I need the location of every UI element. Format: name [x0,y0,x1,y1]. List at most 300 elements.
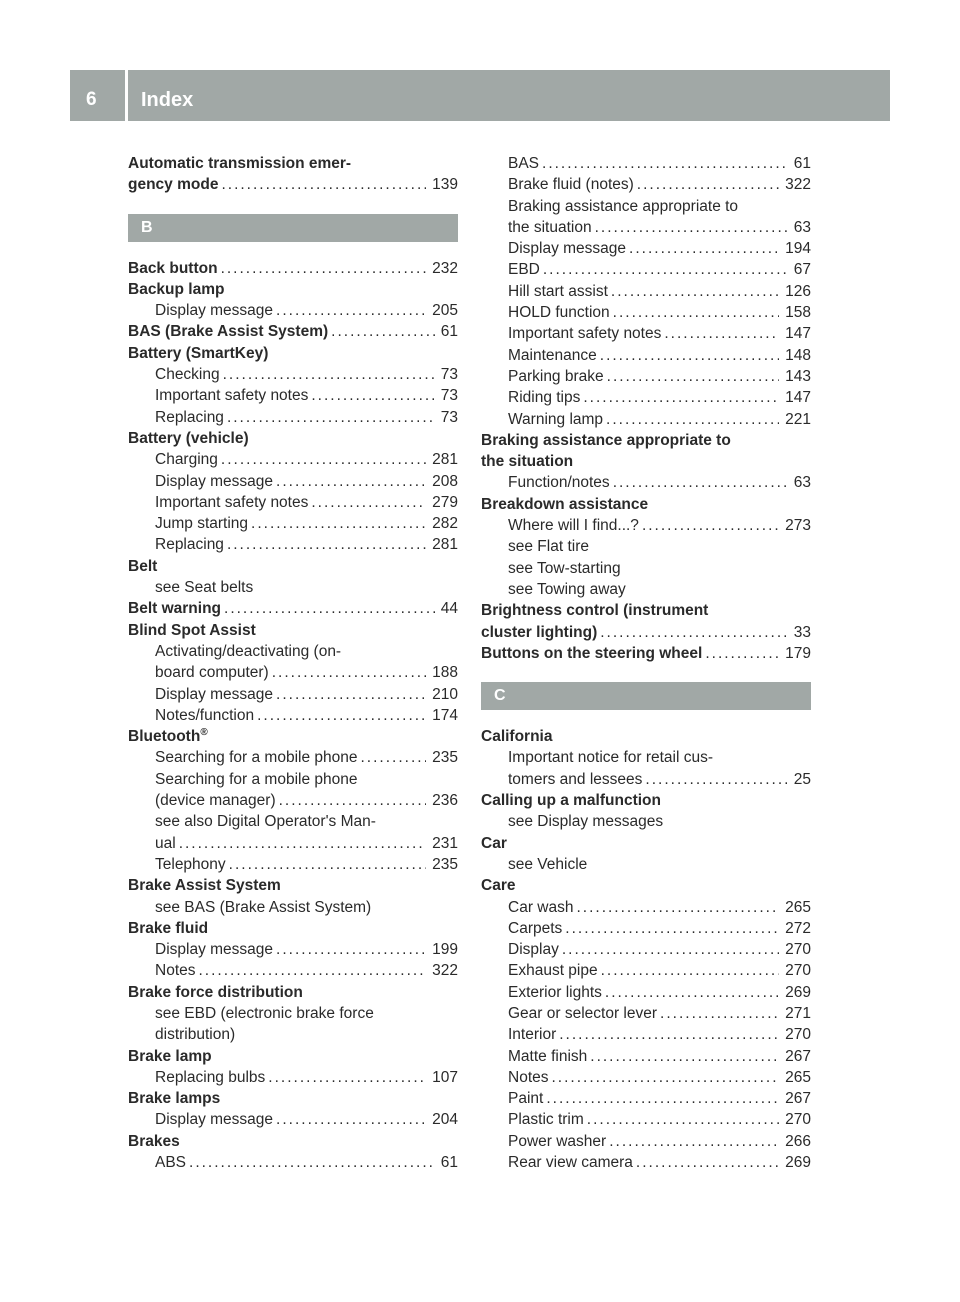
entry-text: Hill start assist [508,282,608,300]
index-subentry [481,1024,811,1045]
entry-label [508,1003,657,1024]
entry-label [128,875,281,896]
entry-text: Replacing [155,408,224,426]
index-entry [128,1046,458,1067]
index-entry [128,321,458,342]
index-subentry [481,515,811,536]
index-subentry [481,281,811,302]
entry-label [155,407,224,428]
page-reference: 270 [785,1111,811,1129]
index-entry [128,428,458,449]
dot-leader [227,407,435,428]
entry-text: Brake Assist System [128,877,281,895]
entry-label [155,960,196,981]
entry-label [508,811,663,832]
page-reference: 126 [785,282,811,300]
entry-label [155,833,176,854]
entry-text: Backup lamp [128,280,225,298]
entry-label [508,854,587,875]
entry-label [155,769,358,790]
index-subentry [128,577,458,598]
entry-label [128,153,351,174]
entry-text: Telephony [155,855,226,873]
index-entry [128,918,458,939]
entry-label [155,534,224,555]
section-letter-c: C [481,682,811,710]
page-reference: 73 [440,366,458,384]
entry-label [155,577,253,598]
entry-text: Exterior lights [508,983,602,1001]
dot-leader [276,684,426,705]
dot-leader [552,1067,780,1088]
page-reference: 265 [785,898,811,916]
dot-leader [179,833,426,854]
dot-leader [361,747,427,768]
entry-label [155,449,218,470]
entry-label [508,196,738,217]
entry-text: Important safety notes [155,493,309,511]
entry-label [508,259,540,280]
page-reference: 279 [432,493,458,511]
dot-leader [257,705,426,726]
entry-text: Rear view camera [508,1154,633,1172]
dot-leader [543,259,788,280]
page-reference: 73 [440,387,458,405]
entry-label [128,982,303,1003]
entry-text: HOLD function [508,304,610,322]
section-title: Index [141,89,194,111]
index-subentry [481,1152,811,1173]
entry-text: Battery (SmartKey) [128,344,269,362]
entry-label [481,600,708,621]
entry-text: the situation [481,453,574,471]
entry-text: Activating/deactivating (on- [155,642,342,660]
page-reference: 205 [432,302,458,320]
dot-leader [660,1003,779,1024]
index-column-right [481,153,811,1173]
page-reference: 174 [432,706,458,724]
entry-text: Paint [508,1090,544,1108]
dot-leader [606,409,779,430]
entry-label [508,472,610,493]
index-subentry [128,407,458,428]
page-reference: 235 [432,855,458,873]
entry-text: BAS [508,155,540,172]
dot-leader [600,622,788,643]
page-reference: 199 [432,941,458,959]
page-reference: 273 [785,517,811,535]
page-header [70,70,890,121]
index-subentry [481,579,811,600]
entry-text: Display message [508,240,627,258]
index-subentry [128,854,458,875]
entry-label [508,960,598,981]
index-subentry [481,472,811,493]
page-reference: 267 [785,1047,811,1065]
entry-text: see Tow-starting [508,559,621,577]
entry-text: Power washer [508,1132,607,1150]
entry-label [508,302,610,323]
dot-leader [576,897,779,918]
index-subentry [481,982,811,1003]
entry-text: Display message [155,685,274,703]
entry-text: Brake force distribution [128,983,303,1001]
entry-text: Automatic transmission emer- [128,155,352,172]
entry-text: see Seat belts [155,579,254,597]
index-subentry [128,897,458,918]
index-subentry [128,939,458,960]
index-subentry [128,449,458,470]
entry-label [508,579,626,600]
page-reference: 107 [432,1068,458,1086]
index-entry [128,153,458,174]
entry-text: Function/notes [508,474,610,492]
page-reference: 236 [432,792,458,810]
entry-label [508,238,626,259]
entry-label [508,558,621,579]
index-subentry [481,536,811,557]
index-subentry [128,833,458,854]
index-subentry [481,153,811,174]
index-subentry [128,811,458,832]
page-reference: 204 [432,1111,458,1129]
dot-leader [664,323,779,344]
entry-label [508,747,713,768]
page-reference: 44 [440,600,458,618]
entry-label [508,387,580,408]
entry-label [508,217,592,238]
dot-leader [613,472,788,493]
index-entry [128,258,458,279]
index-subentry [128,684,458,705]
index-entry [128,343,458,364]
dot-leader [542,153,788,174]
entry-text: Brake fluid [128,919,209,937]
page-reference: 194 [785,240,811,258]
page-reference: 208 [432,472,458,490]
index-subentry [128,1024,458,1045]
index-subentry [128,300,458,321]
entry-label [481,726,552,747]
page-reference: 179 [785,644,811,662]
entry-label [508,323,661,344]
entry-text: Brake lamps [128,1090,221,1108]
entry-label [508,1131,606,1152]
page-reference: 271 [785,1004,811,1022]
index-subentry [481,196,811,217]
index-subentry [481,854,811,875]
index-subentry [128,385,458,406]
index-subentry [128,747,458,768]
entry-label [155,513,248,534]
dot-leader [221,258,427,279]
page-reference: 25 [793,770,811,788]
entry-text: Searching for a mobile phone [155,770,358,788]
page-reference: 282 [432,515,458,533]
page-reference: 158 [785,304,811,322]
entry-text: cluster lighting) [481,623,598,641]
entry-text: tomers and lessees [508,770,643,788]
entry-label [155,705,254,726]
entry-text: Replacing [155,536,224,554]
page-reference: 267 [785,1090,811,1108]
index-subentry [481,918,811,939]
page-reference: 269 [785,983,811,1001]
index-entry [481,790,811,811]
entry-label [508,982,602,1003]
entry-text: Car [481,834,507,852]
entry-text: Replacing bulbs [155,1068,266,1086]
entry-text: Braking assistance appropriate to [481,431,731,449]
page-reference: 269 [785,1154,811,1172]
page-reference: 61 [440,1154,458,1172]
index-subentry [128,641,458,662]
page-reference: 272 [785,919,811,937]
entry-text: Battery (vehicle) [128,429,249,447]
entry-label [128,1131,180,1152]
index-subentry [128,1152,458,1173]
page-reference: 221 [785,410,811,428]
index-column-left [128,153,458,1173]
dot-leader [595,217,788,238]
dot-leader [229,854,426,875]
dot-leader [272,662,426,683]
entry-label [481,622,597,643]
dot-leader [605,982,779,1003]
page-reference: 73 [440,408,458,426]
entry-label [155,747,358,768]
entry-text: Notes [155,962,196,980]
dot-leader [637,174,779,195]
page-reference: 188 [432,664,458,682]
page-reference: 281 [432,451,458,469]
index-subentry [128,769,458,790]
entry-label [128,174,218,195]
entry-label [508,366,604,387]
index-entry [481,833,811,854]
dot-leader [583,387,779,408]
entry-text: Where will I find...? [508,517,639,535]
page-reference: 63 [793,218,811,236]
entry-label [128,1046,212,1067]
index-subentry [481,960,811,981]
dot-leader [199,960,427,981]
entry-text: Searching for a mobile phone [155,749,358,767]
entry-text: Exhaust pipe [508,962,598,980]
entry-text: Belt [128,557,158,575]
index-subentry [481,174,811,195]
entry-label [508,897,573,918]
dot-leader [221,449,426,470]
page-reference: 67 [793,261,811,279]
entry-text: Matte finish [508,1047,588,1065]
index-entry [128,598,458,619]
index-subentry [481,811,811,832]
page-reference: 210 [432,685,458,703]
entry-label [155,1067,265,1088]
dot-leader [562,939,779,960]
entry-text: Brake fluid (notes) [508,176,634,194]
index-subentry [481,1067,811,1088]
entry-label [508,1024,556,1045]
index-entry [481,622,811,643]
index-entry [128,279,458,300]
entry-text: Breakdown assistance [481,495,649,513]
entry-text: Carpets [508,919,563,937]
dot-leader [546,1088,779,1109]
entry-text: Display message [155,941,274,959]
entry-text: the situation [508,218,592,236]
index-entry [128,726,458,747]
entry-label [481,494,648,515]
entry-text: Important notice for retail cus- [508,749,714,767]
page-reference: 265 [785,1068,811,1086]
index-entry [481,494,811,515]
entry-text: distribution) [155,1026,236,1044]
entry-text: Care [481,877,516,895]
entry-label [155,662,269,683]
index-subentry [481,747,811,768]
entry-text: see also Digital Operator's Man- [155,813,376,831]
entry-text: see EBD (electronic brake force [155,1004,374,1022]
entry-text: BAS (Brake Assist System) [128,323,329,341]
entry-text: Notes/function [155,706,255,724]
index-subentry [128,471,458,492]
dot-leader [590,1046,779,1067]
index-subentry [481,323,811,344]
entry-label [128,258,218,279]
entry-text: Charging [155,451,218,469]
index-subentry [481,238,811,259]
index-subentry [481,259,811,280]
entry-text: Car wash [508,898,574,916]
entry-label [508,939,559,960]
entry-label [508,1046,587,1067]
index-subentry [481,1003,811,1024]
dot-leader [565,918,779,939]
dot-leader [636,1152,779,1173]
dot-leader [251,513,426,534]
entry-label [155,790,276,811]
dot-leader [227,534,426,555]
section-letter-b: B [128,214,458,242]
page-reference: 231 [432,834,458,852]
dot-leader [189,1152,435,1173]
entry-text: see Vehicle [508,855,588,873]
entry-label [481,451,573,472]
page-reference: 235 [432,749,458,767]
page-reference: 232 [432,259,458,277]
dot-leader [629,238,779,259]
entry-text: Blind Spot Assist [128,621,256,639]
entry-text: see BAS (Brake Assist System) [155,898,372,916]
entry-text: Maintenance [508,346,597,364]
entry-text: board computer) [155,664,269,682]
entry-text: Back button [128,259,218,277]
entry-label [508,1152,633,1173]
index-subentry [481,1109,811,1130]
page-reference: 139 [432,176,458,194]
entry-label [128,918,208,939]
entry-label [155,1109,273,1130]
page-reference: 61 [440,323,458,341]
entry-text: Notes [508,1068,549,1086]
entry-label [128,726,208,747]
entry-label [481,790,661,811]
index-subentry [481,1046,811,1067]
index-subentry [481,345,811,366]
entry-label [155,897,371,918]
entry-text: see Display messages [508,813,664,831]
page-reference: 147 [785,325,811,343]
index-subentry [481,897,811,918]
page-reference: 143 [785,367,811,385]
entry-text: Display message [155,302,274,320]
dot-leader [276,300,426,321]
entry-label [508,1088,543,1109]
entry-label [508,1067,549,1088]
entry-text: Jump starting [155,515,249,533]
index-entry [128,174,458,195]
dot-leader [611,281,779,302]
dot-leader [311,492,426,513]
index-subentry [481,1088,811,1109]
entry-text: Display message [155,1111,274,1129]
index-subentry [128,1003,458,1024]
dot-leader [609,1131,779,1152]
entry-text: Parking brake [508,367,604,385]
entry-text: Gear or selector lever [508,1004,658,1022]
entry-text: EBD [508,261,540,279]
entry-label [155,492,308,513]
index-entry [128,875,458,896]
dot-leader [276,939,426,960]
entry-label [155,854,226,875]
entry-label [481,643,702,664]
index-subentry [481,302,811,323]
index-subentry [128,1067,458,1088]
entry-text: Buttons on the steering wheel [481,644,703,662]
index-subentry [481,558,811,579]
dot-leader [642,515,779,536]
index-subentry [128,705,458,726]
entry-label [481,430,731,451]
entry-label [508,153,539,174]
index-subentry [128,1109,458,1130]
header-divider [125,70,128,121]
entry-text: California [481,728,553,746]
entry-label [128,620,256,641]
entry-text: Belt warning [128,600,222,618]
entry-label [128,343,268,364]
page-reference: 281 [432,536,458,554]
index-entry [481,875,811,896]
index-subentry [481,939,811,960]
index-subentry [481,769,811,790]
dot-leader [279,790,427,811]
entry-label [155,811,376,832]
entry-label [508,409,603,430]
entry-text: Display [508,941,559,959]
page-reference: 270 [785,962,811,980]
entry-label [155,641,341,662]
entry-text: Checking [155,366,220,384]
dot-leader [331,321,435,342]
entry-text: Warning lamp [508,410,604,428]
entry-text: Plastic trim [508,1111,584,1129]
entry-label [155,471,273,492]
page-reference: 322 [432,962,458,980]
